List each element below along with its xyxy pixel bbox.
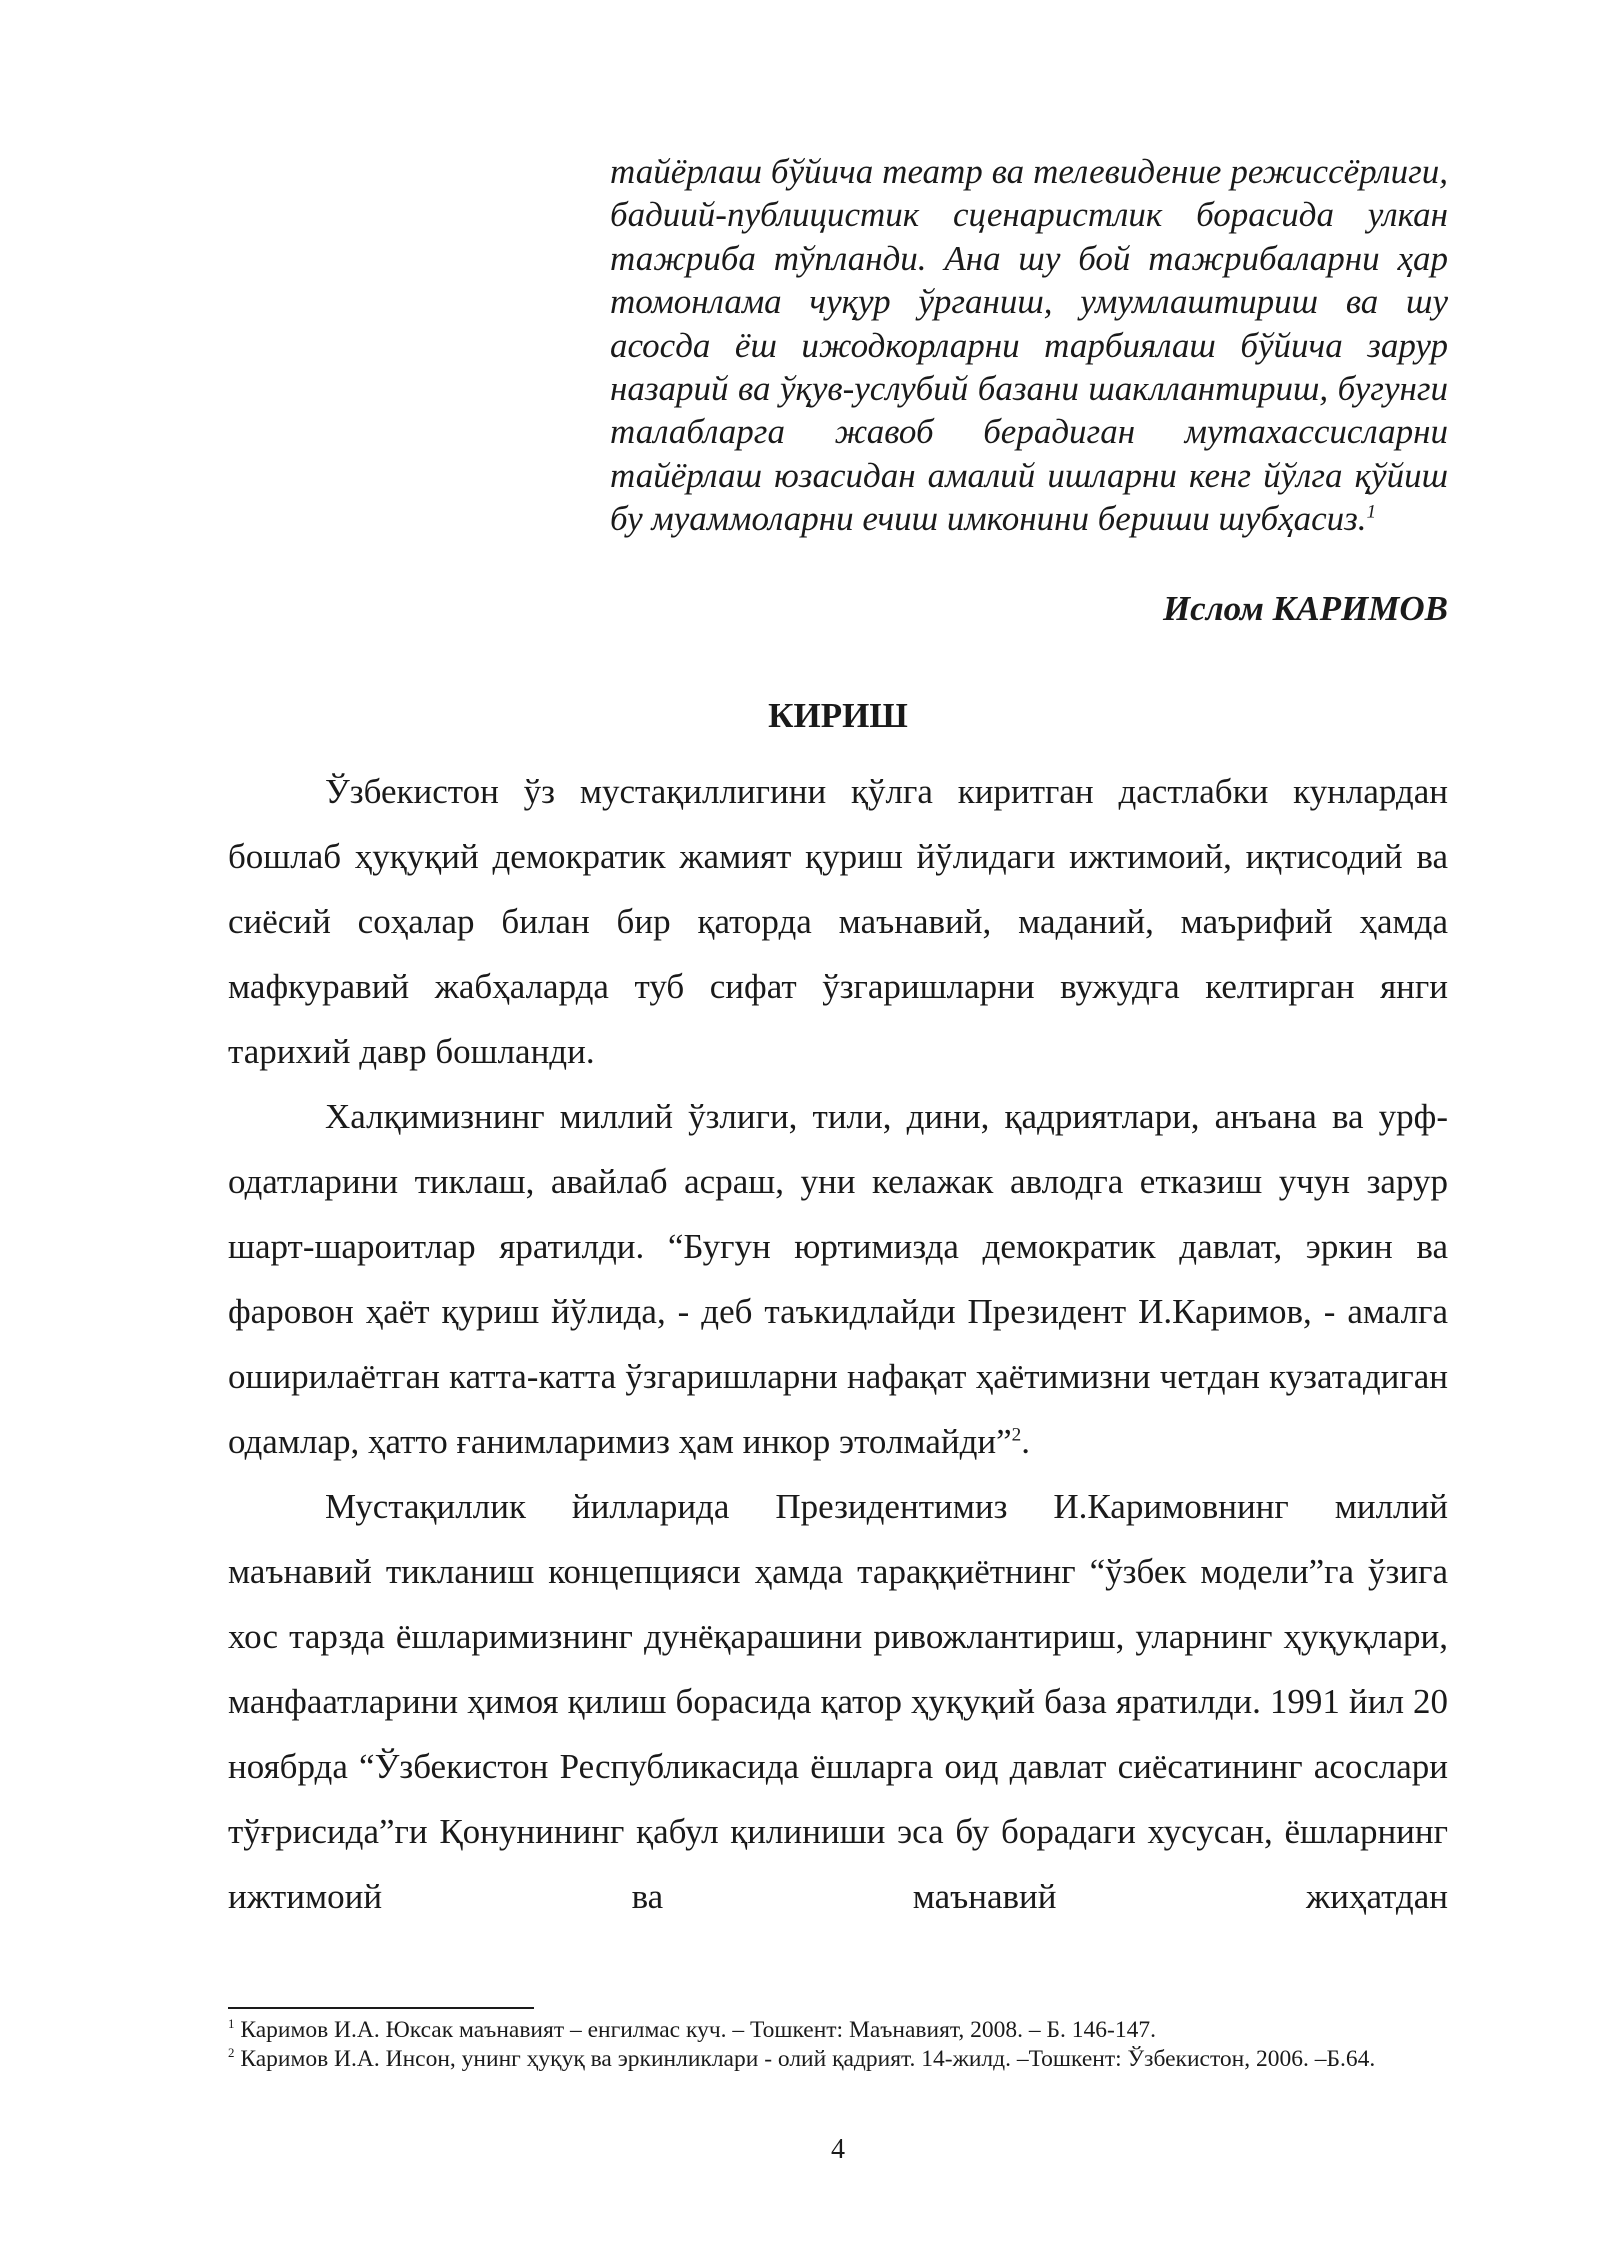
footnote-number: 2 [228,2045,235,2061]
footnote-2 [228,2045,1448,2074]
paragraph-2 [228,1084,1448,1474]
footnote-ref-2[interactable]: 2 [1011,1424,1022,1446]
epigraph-text: тайёрлаш бўйича театр ва телевидение режиссёрлиги, бадиий-публицистик сценаристлик борасида улкан тажриба тўпланди. Ана шу бой тажрибаларни ҳар томонлама чуқур ўрганиш, умумлаштириш ва шу асосда ёш ижодкорларни тарбиялаш бўйича зарур назарий ва ўқув-услубий базани шакллантириш, бугунги талабларга жавоб берадиган мутахассисларни тайёрлаш юзасидан амалий ишларни кенг йўлга қўйиш бу муаммоларни ечиш имконини бериши шубҳасиз. [610,152,1448,539]
epigraph-quote [610,150,1448,541]
main-text [228,759,1448,1929]
footnote-text: Каримов И.А. Юксак маънавият – енгилмас куч. – Тошкент: Маънавият, 2008. – Б. 146-147. [240,2017,1156,2043]
footnote-ref-1[interactable]: 1 [1366,501,1377,523]
paragraph-3: Мустақиллик йилларида Президентимиз И.Каримовнинг миллий маънавий тикланиш концепцияси ҳамда тараққиётнинг “ўзбек модели”га ўзига хос тарзда ёшларимизнинг дунёқарашини ривожлантириш, уларнинг ҳуқуқлари, манфаатларини ҳимоя қилиш борасида қатор ҳуқуқий база яратилди. 1991 йил 20 ноябрда “Ўзбекистон Республикасида ёшларга оид давлат сиёсатининг асослари тўғрисида”ги Қонунининг қабул қилиниши эса бу борадаги хусусан, ёшларнинг ижтимоий ва маънавий жиҳатдан [228,1487,1448,1916]
paragraph-2-text: Халқимизнинг миллий ўзлиги, тили, дини, қадриятлари, анъана ва урф-одатларини тиклаш, авайлаб асраш, уни келажак авлодга етказиш учун зарур шарт-шароитлар яратилди. “Бугун юртимизда демократик давлат, эркин ва фаровон ҳаёт қуриш йўлида, - деб таъкидлайди Президент И.Каримов, - амалга оширилаётган катта-катта ўзгаришларни нафақат ҳаётимизни четдан кузатадиган одамлар, ҳатто ғанимларимиз ҳам инкор этолмайди” [228,1097,1448,1461]
paragraph-1: Ўзбекистон ўз мустақиллигини қўлга киритган дастлабки кунлардан бошлаб ҳуқуқий демократик жамият қуриш йўлидаги ижтимоий, иқтисодий ва сиёсий соҳалар билан бир қаторда маънавий, маданий, маърифий ҳамда мафкуравий жабҳаларда туб сифат ўзгаришларни вужудга келтирган янги тарихий давр бошланди. [228,772,1448,1071]
footnote-1 [228,2016,1448,2045]
epigraph-author: Ислом КАРИМОВ [1162,589,1448,628]
footnotes [228,2016,1448,2074]
footnote-separator [228,2007,534,2009]
paragraph-2-end: . [1021,1422,1031,1461]
page-number: 4 [831,2134,845,2165]
section-heading: КИРИШ [768,696,908,735]
footnote-number: 1 [228,2016,235,2032]
footnote-text: Каримов И.А. Инсон, унинг ҳуқуқ ва эркинликлари - олий қадрият. 14-жилд. –Тошкент: Ўзбекистон, 2006. –Б.64. [240,2046,1376,2072]
